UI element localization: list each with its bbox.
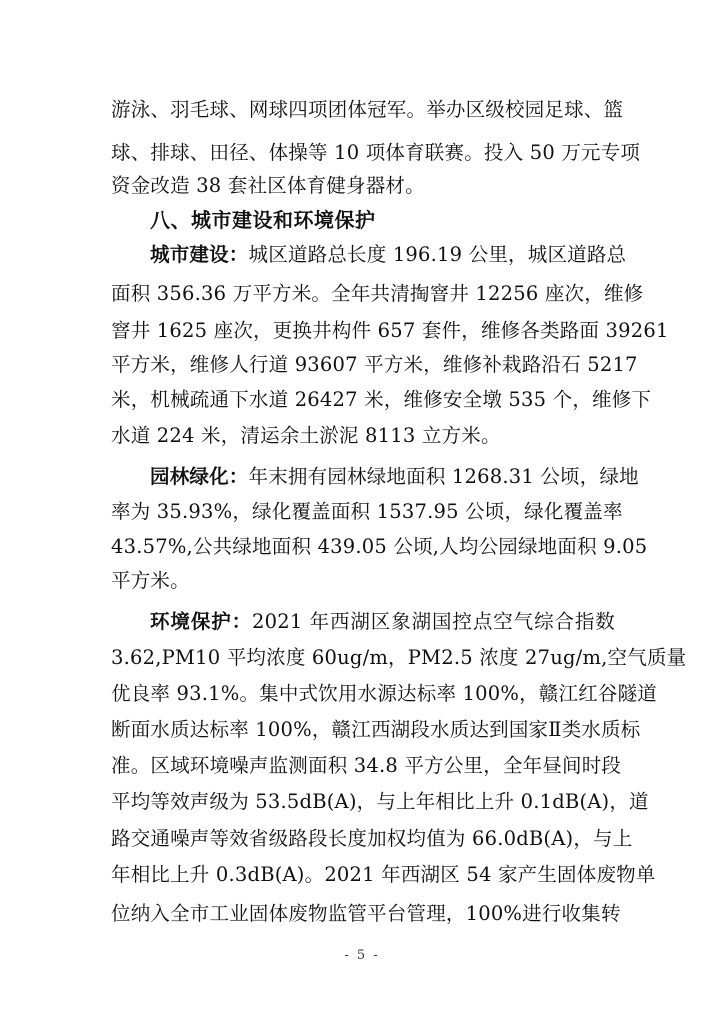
greening-line-4: 平方米。 — [111, 569, 190, 592]
greening-first-text: 年末拥有园林绿地面积 1268.31 公顷，绿地 — [248, 465, 639, 488]
greening-line-3: 43.57%,公共绿地面积 439.05 公顷,人均公园绿地面积 9.05 — [111, 535, 648, 558]
city-construction-line-5: 米，机械疏通下水道 26427 米，维修安全墩 535 个，维修下 — [111, 388, 652, 411]
page-number: - 5 - — [344, 948, 380, 963]
environment-first-text: 2021 年西湖区象湖国控点空气综合指数 — [252, 610, 615, 633]
environment-first-line — [150, 611, 615, 633]
environment-line-7: 路交通噪声等效省级路段长度加权均值为 66.0dB(A)，与上 — [111, 827, 633, 850]
city-construction-line-3: 窨井 1625 座次，更换井构件 657 套件，维修各类路面 39261 — [111, 319, 669, 342]
environment-line-9: 位纳入全市工业固体废物监管平台管理，100%进行收集转 — [111, 902, 621, 925]
city-construction-line-4: 平方米，维修人行道 93607 平方米，维修补栽路沿石 5217 — [111, 353, 638, 376]
intro-line-3: 资金改造 38 套社区体育健身器材。 — [111, 174, 425, 197]
intro-line-1: 游泳、羽毛球、网球四项团体冠军。举办区级校园足球、篮 — [111, 98, 624, 121]
environment-line-4: 断面水质达标率 100%，赣江西湖段水质达到国家Ⅱ类水质标 — [111, 718, 641, 741]
environment-line-6: 平均等效声级为 53.5dB(A)，与上年相比上升 0.1dB(A)，道 — [111, 790, 649, 813]
greening-first-line — [150, 465, 639, 488]
intro-line-2: 球、排球、田径、体操等 10 项体育联赛。投入 50 万元专项 — [111, 141, 641, 164]
environment-line-8: 年相比上升 0.3dB(A)。2021 年西湖区 54 家产生固体废物单 — [111, 863, 656, 886]
environment-line-2: 3.62,PM10 平均浓度 60ug/m，PM2.5 浓度 27ug/m,空气质量 — [111, 646, 687, 669]
city-construction-label: 城市建设： — [150, 243, 249, 266]
environment-label: 环境保护： — [150, 610, 253, 633]
city-construction-first-line — [150, 243, 627, 266]
city-construction-line-2: 面积 356.36 万平方米。全年共清掏窨井 12256 座次，维修 — [111, 282, 644, 305]
environment-line-5: 准。区域环境噪声监测面积 34.8 平方公里，全年昼间时段 — [111, 754, 622, 777]
greening-line-2: 率为 35.93%，绿化覆盖面积 1537.95 公顷，绿化覆盖率 — [111, 500, 623, 523]
city-construction-line-6: 水道 224 米，清运余土淤泥 8113 立方米。 — [111, 424, 501, 447]
city-construction-first-text: 城区道路总长度 196.19 公里，城区道路总 — [248, 243, 627, 266]
environment-line-3: 优良率 93.1%。集中式饮用水源达标率 100%，赣江红谷隧道 — [111, 682, 657, 705]
section-heading: 八、城市建设和环境保护 — [150, 208, 376, 232]
greening-label: 园林绿化： — [150, 465, 249, 488]
